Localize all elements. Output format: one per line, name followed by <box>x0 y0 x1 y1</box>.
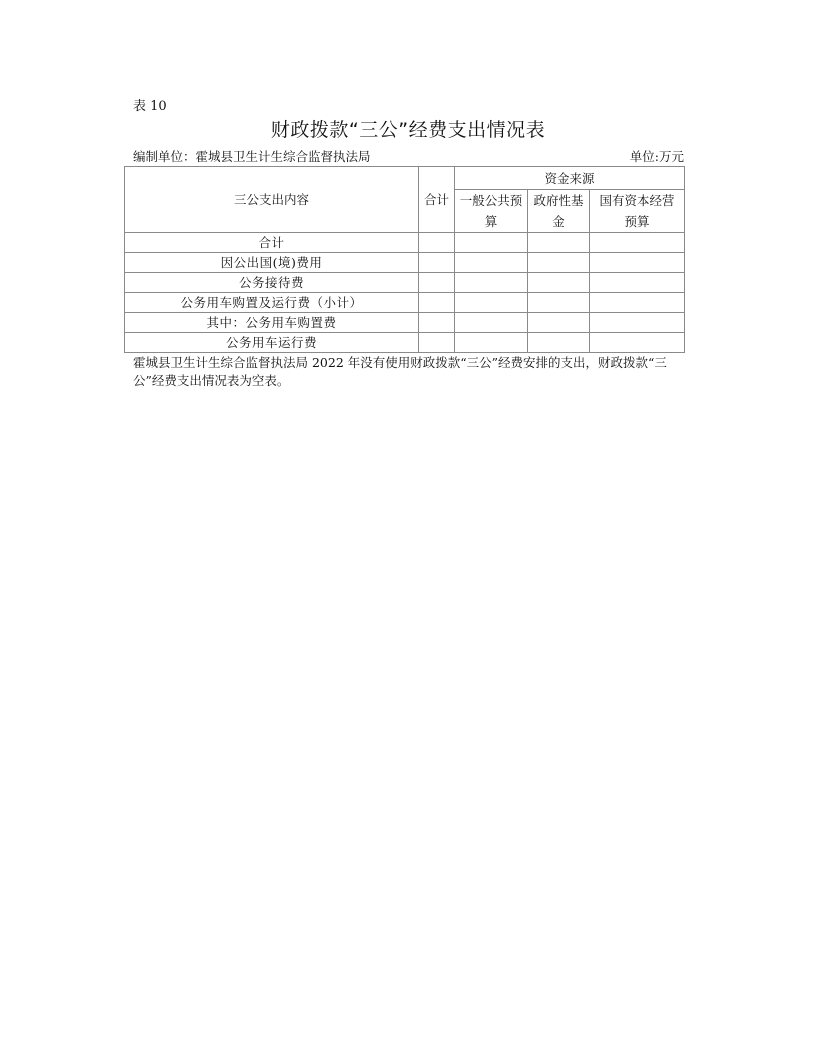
header-content: 三公支出内容 <box>125 167 419 233</box>
row-gov-fund <box>528 233 590 253</box>
row-label: 公务用车运行费 <box>125 333 419 353</box>
table-row <box>125 333 685 353</box>
row-gov-fund <box>528 273 590 293</box>
row-state-capital <box>590 333 685 353</box>
page-title: 财政拨款“三公”经费支出情况表 <box>270 119 546 141</box>
header-gov-fund-line2: 金 <box>552 214 565 229</box>
table-row <box>125 273 685 293</box>
row-total <box>419 313 455 333</box>
row-general <box>455 293 528 313</box>
row-label: 公务接待费 <box>125 273 419 293</box>
header-gov-fund <box>528 190 590 233</box>
header-general-budget-line1: 一般公共预 <box>459 193 523 208</box>
three-public-expense-table <box>124 166 685 353</box>
table-meta <box>133 149 684 165</box>
footnote: 霍城县卫生计生综合监督执法局 2022 年没有使用财政拨款“三公”经费安排的支出，财政拨款“三公”经费支出情况表为空表。 <box>133 355 667 388</box>
row-total <box>419 273 455 293</box>
header-general-budget-line2: 算 <box>484 214 498 229</box>
header-gov-fund-line1: 政府性基 <box>533 193 584 208</box>
row-gov-fund <box>528 313 590 333</box>
header-general-budget <box>455 190 528 233</box>
row-general <box>455 313 528 333</box>
table-row <box>125 313 685 333</box>
row-general <box>455 233 528 253</box>
currency-unit: 单位:万元 <box>629 149 684 164</box>
table-row <box>125 293 685 313</box>
compiler-unit: 编制单位：霍城县卫生计生综合监督执法局 <box>133 149 371 164</box>
row-total <box>419 333 455 353</box>
row-label: 因公出国(境)费用 <box>125 253 419 273</box>
header-state-capital-line2: 预算 <box>624 214 650 229</box>
row-state-capital <box>590 293 685 313</box>
row-label: 其中：公务用车购置费 <box>125 313 419 333</box>
row-gov-fund <box>528 333 590 353</box>
row-label: 公务用车购置及运行费（小计） <box>125 293 419 313</box>
row-gov-fund <box>528 293 590 313</box>
header-total: 合计 <box>419 167 455 233</box>
row-label: 合计 <box>125 233 419 253</box>
row-total <box>419 293 455 313</box>
header-fund-source: 资金来源 <box>455 167 685 190</box>
header-row-1 <box>125 167 685 190</box>
row-state-capital <box>590 233 685 253</box>
row-state-capital <box>590 313 685 333</box>
header-state-capital <box>590 190 685 233</box>
row-state-capital <box>590 253 685 273</box>
header-state-capital-line1: 国有资本经营 <box>599 193 675 208</box>
row-general <box>455 273 528 293</box>
table-number: 表 10 <box>133 99 167 114</box>
row-state-capital <box>590 273 685 293</box>
table-row <box>125 253 685 273</box>
row-gov-fund <box>528 253 590 273</box>
table-row <box>125 233 685 253</box>
row-total <box>419 233 455 253</box>
row-total <box>419 253 455 273</box>
row-general <box>455 333 528 353</box>
row-general <box>455 253 528 273</box>
